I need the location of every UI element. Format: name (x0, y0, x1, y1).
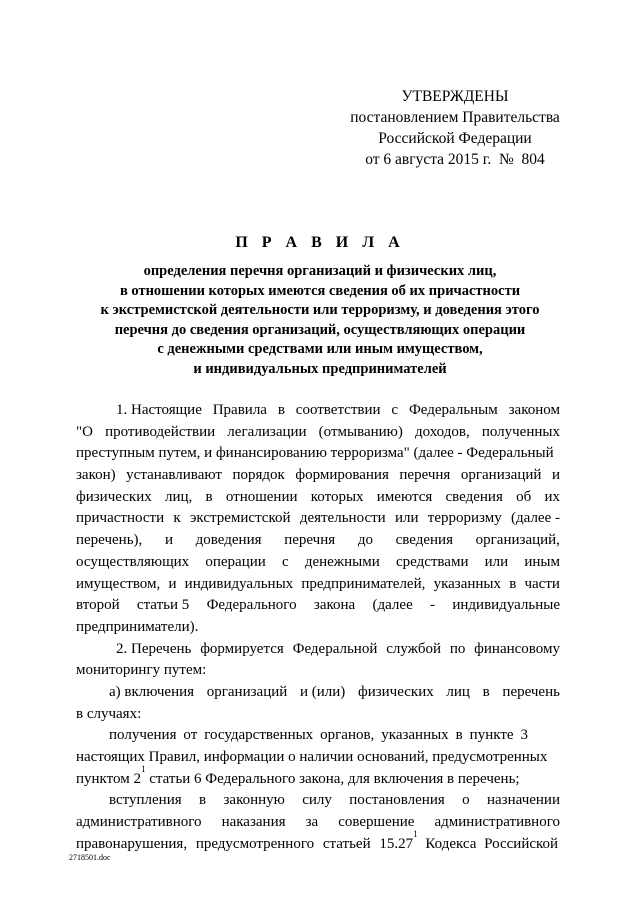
word: по (449, 640, 466, 657)
word: Федерального (206, 597, 297, 614)
word: сведения (445, 488, 503, 505)
word: закона (313, 597, 356, 614)
approval-line: Российской Федерации (378, 130, 532, 147)
word: предпринимателей, (301, 575, 426, 592)
approval-heading: УТВЕРЖДЕНЫ (401, 88, 509, 105)
word: лиц, (164, 488, 193, 505)
text-line (76, 443, 560, 465)
word: доведения (195, 532, 262, 549)
word: и (168, 575, 177, 592)
text-line: пунктом 2 1 статьи 6 Федерального закона, для включения в перечень; (76, 763, 520, 787)
word: организаций, (475, 532, 560, 549)
word: в (509, 575, 517, 592)
paragraph-1 (76, 400, 560, 639)
text-line (76, 639, 560, 661)
word: имеются (376, 488, 433, 505)
word: или (394, 510, 419, 527)
word: предприниматели). (76, 618, 199, 635)
word: финансовому (474, 640, 560, 657)
word: полученных (481, 423, 560, 440)
word: осуществляющих (76, 553, 190, 570)
word: постановления (349, 792, 445, 809)
text-line (76, 422, 560, 444)
paragraph-2a-item-2 (76, 790, 560, 833)
word: организаций (460, 467, 542, 484)
text-line (76, 574, 560, 596)
paragraph-2 (76, 639, 560, 682)
word: средствами (395, 553, 469, 570)
word: (далее (372, 597, 413, 614)
word: и (551, 467, 560, 484)
word: до (357, 532, 373, 549)
approval-date: от 6 августа 2015 г. № 804 (365, 151, 545, 168)
text-line (76, 617, 560, 639)
word: деятельности (299, 510, 386, 527)
subtitle-line: и индивидуальных предпринимателей (193, 360, 447, 377)
word: противодействии (105, 423, 216, 440)
word: или (484, 553, 509, 570)
word: индивидуальные (452, 597, 560, 614)
word: лиц (446, 683, 470, 700)
word: физических (357, 683, 434, 700)
word: отношении (225, 488, 298, 505)
word: терроризму (427, 510, 502, 527)
word: административного (76, 814, 202, 831)
text-line (76, 812, 560, 834)
word: денежными (304, 553, 380, 570)
text-line (76, 682, 560, 704)
approval-block (330, 86, 580, 170)
word: перечень), (76, 532, 143, 549)
word: доходов, (414, 423, 470, 440)
document-title: П Р А В И Л А (235, 234, 405, 251)
word: службой (386, 640, 441, 657)
word: (далее - (511, 510, 560, 527)
word: 2. Перечень (116, 640, 192, 657)
word: части (524, 575, 560, 592)
word: законом (508, 402, 560, 418)
word: а) включения (109, 683, 195, 700)
word: порядок (232, 467, 285, 484)
subtitle-line: в отношении которых имеются сведения об их причастности (119, 282, 521, 299)
word: - (430, 597, 436, 614)
word: (отмыванию) (318, 423, 403, 440)
word: к (173, 510, 181, 527)
word: физических (76, 488, 152, 505)
word: Правила (212, 402, 267, 418)
word: об (516, 488, 532, 505)
word: их (544, 488, 560, 505)
document-subtitle (60, 262, 580, 379)
word: преступным путем, и финансированию терроризма" (далее - Федеральный (76, 445, 554, 462)
word: за (305, 814, 319, 831)
word: в (482, 683, 490, 700)
word: назначении (487, 792, 560, 809)
word: перечня (399, 467, 451, 484)
word: вступления (109, 792, 182, 809)
word: статьи 5 (136, 597, 190, 614)
text-line (76, 487, 560, 509)
word: индивидуальных (184, 575, 294, 592)
word: второй (76, 597, 120, 614)
word: в (277, 402, 285, 418)
word: совершение (338, 814, 415, 831)
text-line (76, 660, 560, 682)
word: иным (524, 553, 560, 570)
approval-line: постановлением Правительства (350, 109, 560, 126)
file-name-footer: 2718501.doc (69, 853, 111, 862)
word: легализации (227, 423, 307, 440)
word: в (205, 488, 213, 505)
text-line (76, 790, 560, 812)
word: экстремистской (189, 510, 291, 527)
word: в (199, 792, 207, 809)
paragraph-2a (76, 682, 560, 725)
word: законную (223, 792, 285, 809)
word: перечень (502, 683, 560, 700)
text-line (76, 508, 560, 530)
text-line: получения от государственных органов, указанных в пункте 3 (109, 727, 528, 744)
word: о (462, 792, 470, 809)
subtitle-line: к экстремистской деятельности или терроризму, и доведения этого (100, 302, 540, 318)
word: закон) (76, 467, 116, 484)
word: причастности (76, 510, 165, 527)
word: формирования (295, 467, 389, 484)
text-line (76, 595, 560, 617)
word: Федеральным (408, 402, 498, 418)
subtitle-line: перечня до сведения организаций, осуществляющих операции (114, 321, 526, 338)
word: соответствии (295, 402, 381, 418)
word: указанных (433, 575, 501, 592)
word: устанавливают (126, 467, 222, 484)
word: формируется (200, 640, 284, 657)
text-line (76, 530, 560, 552)
word: с (391, 402, 399, 418)
word: и (164, 532, 173, 549)
word: сведения (395, 532, 453, 549)
subtitle-line: с денежными средствами или иным имуществом, (157, 341, 483, 357)
subtitle-line: определения перечня организаций и физических лиц, (143, 263, 497, 279)
word: силу (302, 792, 332, 809)
word: которых (310, 488, 364, 505)
word: в случаях: (76, 705, 142, 722)
word: и (или) (299, 683, 346, 700)
word: административного (434, 814, 560, 831)
text-line: настоящих Правил, информации о наличии оснований, предусмотренных (76, 749, 548, 765)
text-line (76, 704, 560, 726)
text-line (76, 400, 560, 422)
text-line (76, 552, 560, 574)
word: 1. Настоящие (116, 402, 202, 418)
text-line: правонарушения, предусмотренного статьей 15.27 1 Кодекса Российской (76, 828, 559, 852)
word: с (281, 553, 289, 570)
text-line (76, 465, 560, 487)
word: мониторингу путем: (76, 662, 207, 679)
word: наказания (221, 814, 286, 831)
word: операции (205, 553, 266, 570)
word: имуществом, (76, 575, 161, 592)
word: "О (76, 423, 93, 440)
word: перечня (284, 532, 336, 549)
paragraph-2a-item-1 (76, 725, 560, 790)
document-body (76, 400, 560, 855)
word: организаций (206, 683, 288, 700)
word: Федеральной (292, 640, 378, 657)
